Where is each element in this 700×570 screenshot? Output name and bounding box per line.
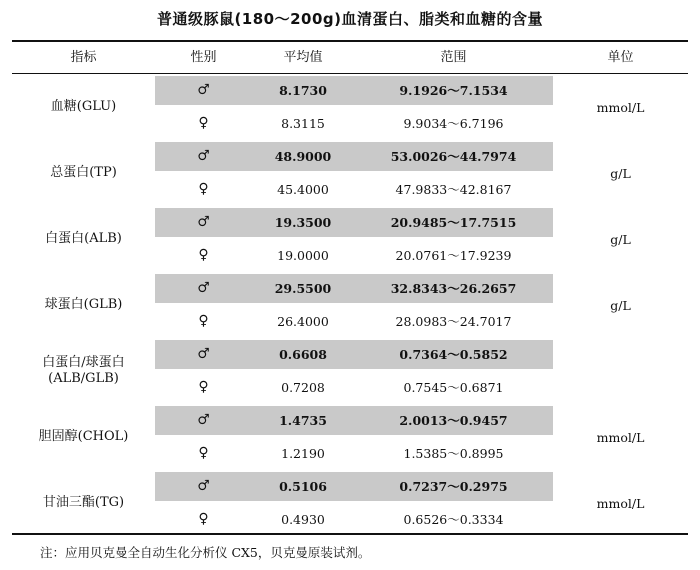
indicator-glu: 血糖(GLU) [50, 99, 117, 114]
mean-value: 0.6608 [279, 347, 327, 362]
table-row [12, 272, 688, 305]
mean-value: 0.4930 [281, 512, 325, 527]
table-row [12, 404, 688, 437]
male-symbol: ♂ [197, 280, 210, 296]
range-value: 28.0983～24.7017 [395, 314, 512, 329]
header-mean: 平均值 [283, 50, 323, 65]
female-symbol: ♀ [198, 511, 209, 527]
mean-value: 48.9000 [274, 149, 332, 164]
mean-value: 45.4000 [277, 182, 329, 197]
mean-value: 1.4735 [279, 413, 327, 428]
indicator-alb-glb-line1: 白蛋白/球蛋白 [42, 355, 125, 370]
mean-value: 8.1730 [279, 83, 327, 98]
indicator-alb: 白蛋白(ALB) [45, 231, 122, 246]
unit-chol: mmol/L [596, 429, 645, 445]
table-row [12, 437, 688, 470]
table-row [12, 140, 688, 173]
range-value: 32.8343～26.2657 [390, 281, 517, 296]
range-value: 0.7237～0.2975 [399, 479, 508, 494]
male-symbol: ♂ [197, 214, 210, 230]
table-row [12, 173, 688, 206]
unit-tg: mmol/L [596, 495, 645, 511]
indicator-glb: 球蛋白(GLB) [44, 297, 123, 312]
indicator-tp: 总蛋白(TP) [50, 165, 117, 180]
range-value: 53.0026～44.7974 [390, 149, 517, 164]
female-symbol: ♀ [198, 247, 209, 263]
indicator-alb-glb-line2: (ALB/GLB) [48, 371, 119, 386]
table-note: 注：应用贝克曼全自动生化分析仪 CX5，贝克曼原装试剂。 [40, 545, 371, 560]
range-value: 9.9034～6.7196 [403, 116, 504, 131]
header-range: 范围 [440, 50, 467, 65]
table-row [12, 206, 688, 239]
male-symbol: ♂ [197, 82, 210, 98]
female-symbol: ♀ [198, 313, 209, 329]
male-symbol: ♂ [197, 346, 210, 362]
range-value: 0.7364～0.5852 [399, 347, 508, 362]
range-value: 0.6526～0.3334 [403, 512, 504, 527]
female-symbol: ♀ [198, 181, 209, 197]
table-row [12, 470, 688, 503]
indicator-tg: 甘油三酯(TG) [42, 495, 125, 510]
unit-glu: mmol/L [596, 99, 645, 115]
mean-value: 0.5106 [279, 479, 327, 494]
male-symbol: ♂ [197, 412, 210, 428]
table-row [12, 338, 688, 371]
table-row [12, 239, 688, 272]
mean-value: 8.3115 [281, 116, 325, 131]
indicator-chol: 胆固醇(CHOL) [38, 429, 129, 444]
table-row [12, 107, 688, 140]
female-symbol: ♀ [198, 379, 209, 395]
table-row [12, 305, 688, 338]
header-sex: 性别 [190, 50, 217, 65]
table-row [12, 503, 688, 536]
male-symbol: ♂ [197, 478, 210, 494]
female-symbol: ♀ [198, 445, 209, 461]
range-value: 9.1926～7.1534 [399, 83, 508, 98]
range-value: 2.0013～0.9457 [399, 413, 508, 428]
unit-alb: g/L [610, 231, 631, 247]
mean-value: 29.5500 [274, 281, 332, 296]
female-symbol: ♀ [198, 115, 209, 131]
unit-glb: g/L [610, 297, 631, 313]
range-value: 20.9485～17.7515 [390, 215, 517, 230]
table-title: 普通级豚鼠(180～200g)血清蛋白、脂类和血糖的含量 [156, 10, 544, 28]
mean-value: 0.7208 [281, 380, 325, 395]
unit-tp: g/L [610, 165, 631, 181]
header-indicator: 指标 [70, 50, 97, 65]
range-value: 1.5385～0.8995 [403, 446, 504, 461]
male-symbol: ♂ [197, 148, 210, 164]
range-value: 20.0761～17.9239 [395, 248, 512, 263]
mean-value: 19.3500 [274, 215, 332, 230]
bottom-rule [12, 533, 688, 535]
table-row [12, 371, 688, 404]
header-unit: 单位 [607, 50, 634, 65]
table-row [12, 74, 688, 107]
range-value: 47.9833～42.8167 [395, 182, 512, 197]
range-value: 0.7545～0.6871 [403, 380, 504, 395]
mean-value: 19.0000 [277, 248, 329, 263]
mean-value: 26.4000 [277, 314, 329, 329]
mean-value: 1.2190 [281, 446, 325, 461]
